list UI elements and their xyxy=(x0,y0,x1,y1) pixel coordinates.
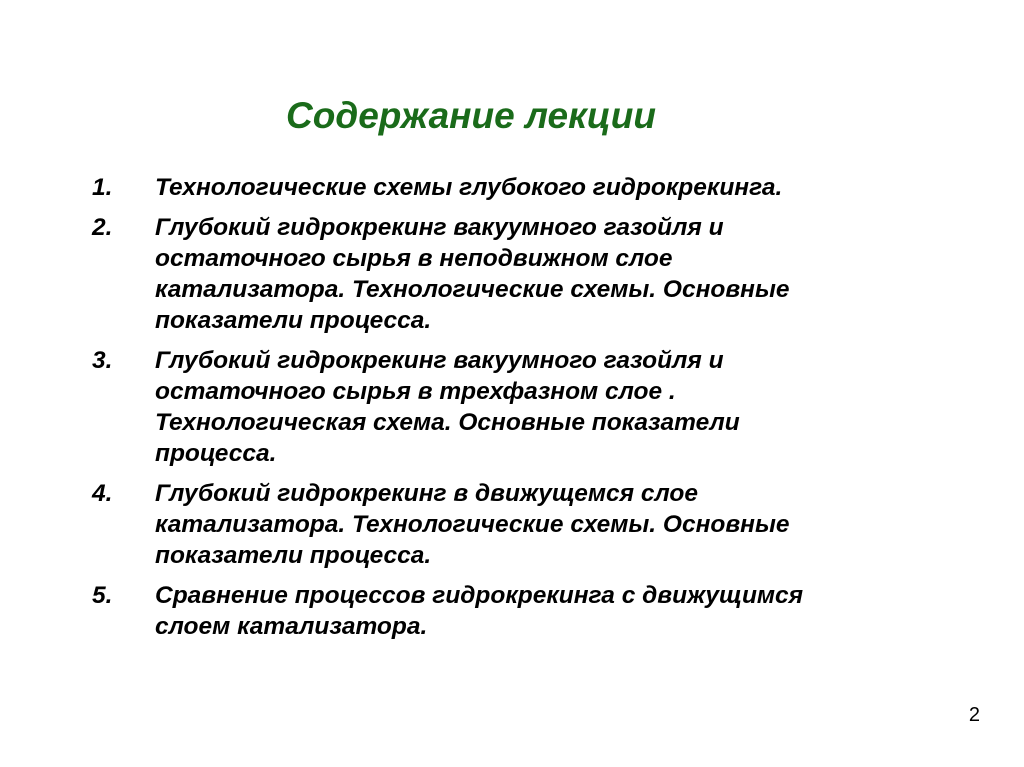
list-item-number: 5. xyxy=(92,582,113,609)
list-item-text: Технологические схемы глубокого гидрокрекинга. xyxy=(155,174,783,201)
list-item-number: 4. xyxy=(92,480,113,507)
list-item xyxy=(92,212,952,336)
page-number: 2 xyxy=(968,704,980,726)
slide-title: Содержание лекции xyxy=(286,95,656,136)
lecture-contents-list xyxy=(92,172,952,651)
list-item-text: Глубокий гидрокрекинг в движущемся слое катализатора. Технологические схемы. Основные показатели процесса. xyxy=(155,480,790,569)
list-item-number: 1. xyxy=(92,174,113,201)
list-item xyxy=(92,580,952,642)
list-item xyxy=(92,172,952,203)
list-item-text: Сравнение процессов гидрокрекинга с движущимся слоем катализатора. xyxy=(155,582,804,640)
list-item-number: 3. xyxy=(92,347,113,374)
list-item-text: Глубокий гидрокрекинг вакуумного газойля и остаточного сырья в трехфазном слое . Технологическая схема. Основные показатели процесса. xyxy=(155,347,740,467)
list-item xyxy=(92,478,952,571)
list-item xyxy=(92,345,952,469)
list-item-text: Глубокий гидрокрекинг вакуумного газойля и остаточного сырья в неподвижном слое катализатора. Технологические схемы. Основные показатели процесса. xyxy=(155,214,790,334)
list-item-number: 2. xyxy=(92,214,113,241)
